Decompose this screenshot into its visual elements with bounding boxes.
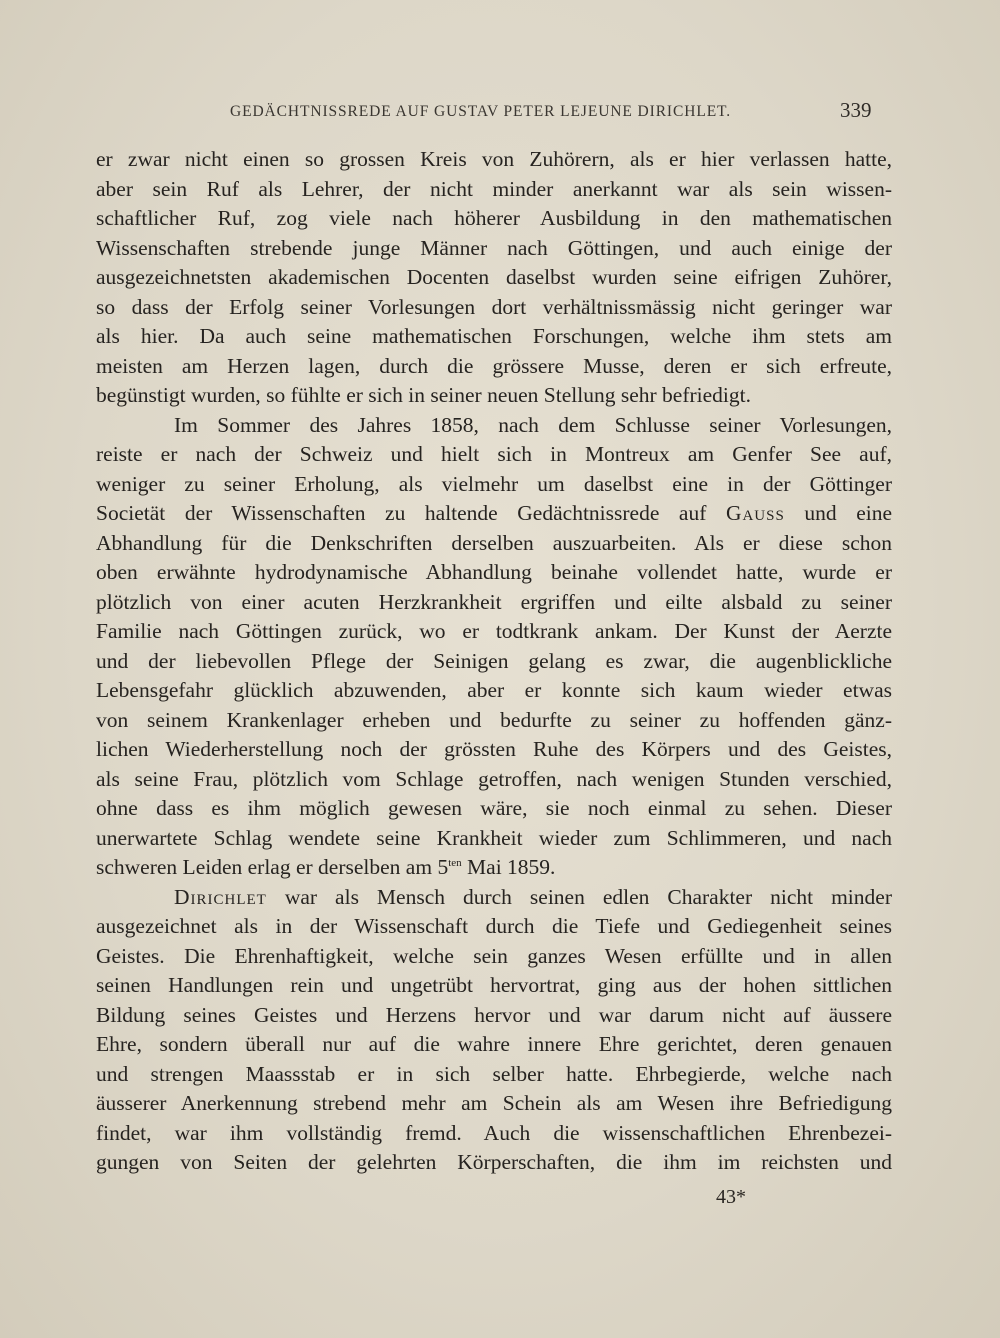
text-line: weniger zu seiner Erholung, als vielmehr um daselbst eine in der Göttinger: [96, 471, 892, 496]
text-span: und eine: [784, 501, 893, 525]
text-line: Familie nach Göttingen zurück, wo er todtkrank ankam. Der Kunst der Aerzte: [96, 619, 892, 643]
page-number: 339: [840, 98, 872, 122]
text-line: Geistes. Die Ehrenhaftigkeit, welche sein ganzes Wesen erfüllte und in allen: [96, 943, 892, 968]
text-line: Ehre, sondern überall nur auf die wahre innere Ehre gerichtet, deren genauen: [96, 1032, 892, 1056]
text-span: Societät der Wissenschaften zu haltende Gedächtnissrede auf: [96, 501, 726, 525]
text-line: so dass der Erfolg seiner Vorlesungen dort verhältnissmässig nicht geringer war: [96, 294, 892, 319]
name-dirichlet: Dirichlet: [174, 884, 267, 909]
text-line: gungen von Seiten der gelehrten Körperschaften, die ihm im reichsten und: [96, 1150, 892, 1174]
text-line: äusserer Anerkennung strebend mehr am Schein als am Wesen ihre Befriedigung: [96, 1091, 892, 1115]
text-line: meisten am Herzen lagen, durch die grössere Musse, deren er sich erfreute,: [96, 353, 892, 378]
text-span: war als Mensch durch seinen edlen Charakter nicht minder: [266, 884, 892, 909]
text-line: plötzlich von einer acuten Herzkrankheit ergriffen und eilte alsbald zu seiner: [96, 589, 892, 614]
text-line: er zwar nicht einen so grossen Kreis von Zuhörern, als er hier verlassen hatte,: [96, 147, 892, 171]
text-line: [96, 499, 892, 529]
text-line: und strengen Maassstab er in sich selber hatte. Ehrbegierde, welche nach: [96, 1061, 892, 1086]
text-line: aber sein Ruf als Lehrer, der nicht minder anerkannt war als sein wissen-: [96, 176, 892, 201]
text-line: lichen Wiederherstellung noch der grössten Ruhe des Körpers und des Geistes,: [96, 737, 892, 761]
text-line: und der liebevollen Pflege der Seinigen gelang es zwar, die augenblickliche: [96, 648, 892, 673]
text-line: ohne dass es ihm möglich gewesen wäre, sie noch einmal zu sehen. Dieser: [96, 796, 892, 820]
text-line: Wissenschaften strebende junge Männer nach Göttingen, und auch einige der: [96, 235, 892, 260]
text-line: als seine Frau, plötzlich vom Schlage getroffen, nach wenigen Stunden verschied,: [96, 766, 892, 791]
paragraph-start-line: Im Sommer des Jahres 1858, nach dem Schlusse seiner Vorlesungen,: [174, 412, 892, 437]
text-line: oben erwähnte hydrodynamische Abhandlung beinahe vollendet hatte, wurde er: [96, 560, 892, 584]
text-line: unerwartete Schlag wendete seine Krankheit wieder zum Schlimmeren, und nach: [96, 825, 892, 850]
text-line: ausgezeichnet als in der Wissenschaft durch die Tiefe und Gediegenheit seines: [96, 914, 892, 938]
text-line: reiste er nach der Schweiz und hielt sich in Montreux am Genfer See auf,: [96, 442, 892, 466]
body-text: [96, 145, 892, 1178]
name-gauss: Gauss: [725, 501, 785, 525]
text-line: Lebensgefahr glücklich abzuwenden, aber er konnte sich kaum wieder etwas: [96, 678, 892, 702]
text-line: ausgezeichnetsten akademischen Docenten daselbst wurden seine eifrigen Zuhörer,: [96, 265, 892, 289]
paragraph-start-line: [96, 883, 892, 913]
text-line: begünstigt wurden, so fühlte er sich in seiner neuen Stellung sehr befriedigt.: [96, 383, 751, 407]
text-line: findet, war ihm vollständig fremd. Auch die wissenschaftlichen Ehrenbezei-: [96, 1120, 892, 1145]
text-line: Abhandlung für die Denkschriften derselben auszuarbeiten. Als er diese schon: [96, 530, 892, 555]
text-line: seinen Handlungen rein und ungetrübt hervortrat, ging aus der hohen sittlichen: [96, 973, 892, 997]
text-line: von seinem Krankenlager erheben und bedurfte zu seiner zu hoffenden gänz-: [96, 707, 892, 732]
text-line: Bildung seines Geistes und Herzens hervor und war darum nicht auf äussere: [96, 1002, 892, 1027]
text-line: [96, 853, 892, 883]
text-line: schaftlicher Ruf, zog viele nach höherer Ausbildung in den mathematischen: [96, 206, 892, 230]
signature-mark: 43*: [716, 1186, 746, 1208]
running-title: GEDÄCHTNISSREDE AUF GUSTAV PETER LEJEUNE DIRICHLET.: [230, 103, 732, 120]
text-line: als hier. Da auch seine mathematischen Forschungen, welche ihm stets am: [96, 324, 892, 348]
ordinal-superscript: ten: [448, 857, 462, 869]
text-span: schweren Leiden erlag er derselben am 5: [96, 855, 449, 879]
text-span: Mai 1859.: [461, 855, 556, 879]
